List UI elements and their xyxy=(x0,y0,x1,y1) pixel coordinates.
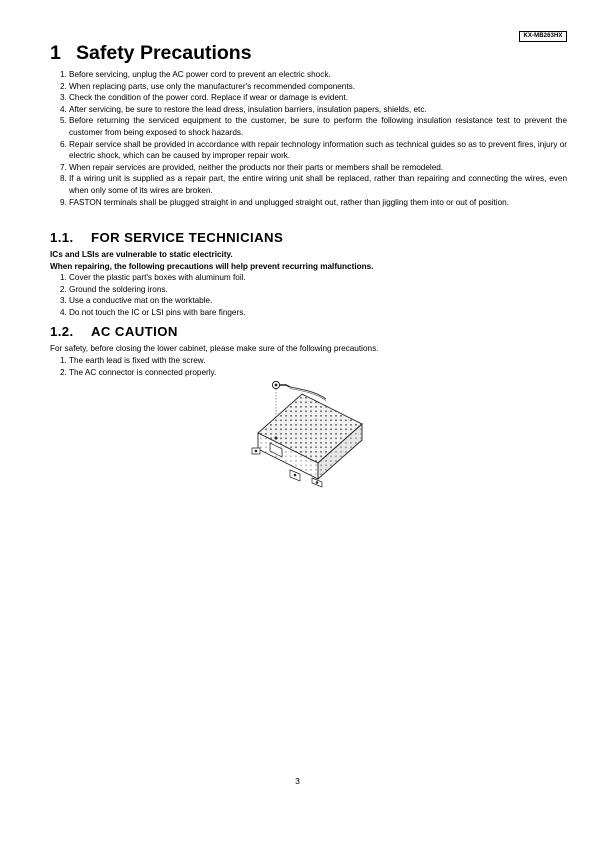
item-text: Before returning the serviced equipment to the customer, be sure to perform the following insulation resistance test to prevent the customer from being exposed to shock hazards. xyxy=(69,116,567,137)
item-number: 5. xyxy=(60,116,67,126)
item-text: Use a conductive mat on the worktable. xyxy=(69,296,213,306)
safety-precautions-list xyxy=(50,69,567,208)
item-text: Repair service shall be provided in accordance with repair technology information such as technical guides so as to prevent fires, injury or electric shock, which can be caused by improper repair work. xyxy=(69,139,567,161)
technician-precautions-list xyxy=(50,272,567,318)
section-number: 1.1. xyxy=(50,230,74,245)
list-item xyxy=(50,307,567,319)
item-text: The earth lead is fixed with the screw. xyxy=(69,356,206,365)
item-number: 6. xyxy=(60,139,67,149)
list-item xyxy=(50,162,567,174)
item-number: 4. xyxy=(60,307,67,317)
item-text: FASTON terminals shall be plugged straight in and unplugged straight out, rather than jiggling them into or out of position. xyxy=(69,197,509,207)
item-number: 4. xyxy=(60,104,67,114)
item-number: 2. xyxy=(60,367,67,377)
list-item xyxy=(50,295,567,307)
list-item xyxy=(50,272,567,284)
item-number: 1. xyxy=(60,70,67,79)
item-text: Before servicing, unplug the AC power cord to prevent an electric shock. xyxy=(69,70,331,79)
list-item xyxy=(50,81,567,93)
list-item xyxy=(50,284,567,296)
static-warning: ICs and LSIs are vulnerable to static electricity. xyxy=(50,250,233,259)
list-item xyxy=(50,115,567,138)
item-number: 7. xyxy=(60,162,67,172)
page-title xyxy=(50,41,252,65)
section-heading-service-technicians xyxy=(50,230,283,246)
item-number: 9. xyxy=(60,197,67,207)
item-number: 3. xyxy=(60,93,67,103)
item-number: 8. xyxy=(60,174,67,184)
list-item xyxy=(50,139,567,162)
section-number: 1.2. xyxy=(50,324,74,339)
model-number-badge: KX-MB263HX xyxy=(519,31,567,42)
list-item xyxy=(50,367,567,379)
ac-caution-intro: For safety, before closing the lower cabinet, please make sure of the following precautions. xyxy=(50,344,379,353)
item-number: 1. xyxy=(60,356,67,365)
list-item xyxy=(50,92,567,104)
item-number: 2. xyxy=(60,284,67,294)
item-number: 1. xyxy=(60,273,67,282)
item-text: Check the condition of the power cord. Replace if wear or damage is evident. xyxy=(69,93,348,103)
item-number: 3. xyxy=(60,296,67,306)
item-text: When repair services are provided, neither the products nor their parts or members shall be remodeled. xyxy=(69,162,444,172)
ac-caution-list xyxy=(50,355,567,378)
item-text: Ground the soldering irons. xyxy=(69,284,168,294)
list-item xyxy=(50,355,567,367)
item-text: Do not touch the IC or LSI pins with bare fingers. xyxy=(69,307,246,317)
section-title: FOR SERVICE TECHNICIANS xyxy=(91,230,284,245)
list-item xyxy=(50,197,567,209)
item-number: 2. xyxy=(60,81,67,91)
power-supply-unit-illustration xyxy=(244,378,364,490)
list-item xyxy=(50,173,567,196)
list-item xyxy=(50,69,567,81)
section-heading-ac-caution xyxy=(50,324,178,340)
section-title: AC CAUTION xyxy=(91,324,178,339)
item-text: When replacing parts, use only the manufacturer's recommended components. xyxy=(69,81,355,91)
repair-warning: When repairing, the following precautions will help prevent recurring malfunctions. xyxy=(50,261,374,271)
item-text: If a wiring unit is supplied as a repair part, the entire wiring unit shall be replaced, rather than repairing and connecting the wires, even when only some of its wires are broken. xyxy=(69,174,567,195)
list-item xyxy=(50,104,567,116)
item-text: Cover the plastic part's boxes with aluminum foil. xyxy=(69,273,246,282)
shield-case xyxy=(258,394,362,479)
chapter-number: 1 xyxy=(50,42,61,64)
item-text: The AC connector is connected properly. xyxy=(69,367,217,377)
page-number: 3 xyxy=(295,776,300,786)
item-text: After servicing, be sure to restore the lead dress, insulation barriers, insulation papers, shields, etc. xyxy=(69,104,427,114)
chapter-title: Safety Precautions xyxy=(76,42,252,64)
